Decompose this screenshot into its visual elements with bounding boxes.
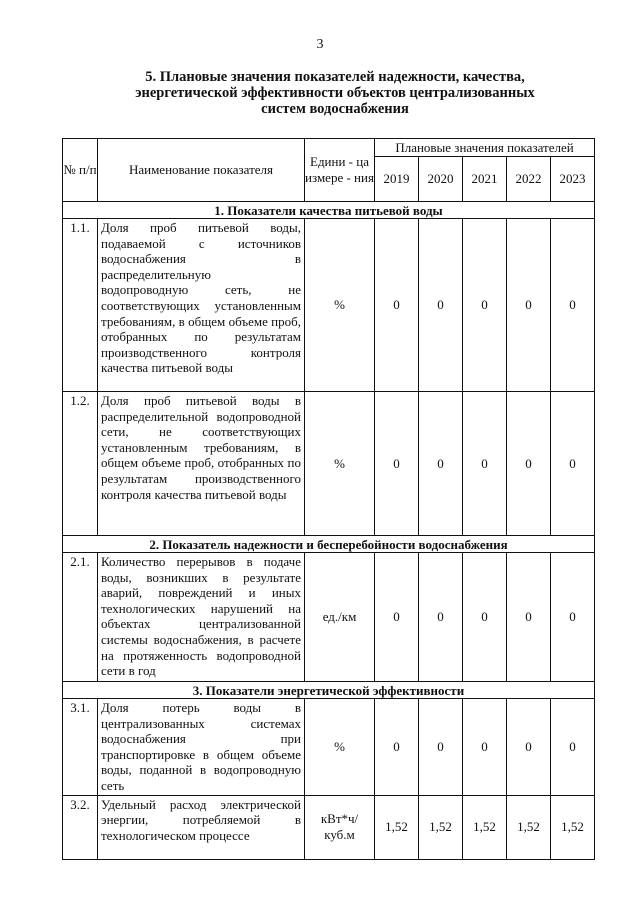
header-planned-values: Плановые значения показателей <box>375 139 595 157</box>
indicator-name: Удельный расход электрической энергии, потребляемой в технологическом процессе <box>98 795 305 859</box>
value-cell: 0 <box>463 392 507 536</box>
header-year: 2022 <box>507 157 551 202</box>
header-year: 2019 <box>375 157 419 202</box>
indicator-name: Доля проб питьевой воды в распределительной водопроводной сети, не соответствующих установленным требованиям, в общем объеме проб, отобранных по результатам производственного контроля качества питьевой воды <box>98 392 305 536</box>
indicators-table <box>62 138 595 860</box>
value-cell: 1,52 <box>419 795 463 859</box>
indicator-unit: % <box>305 219 375 392</box>
header-year: 2021 <box>463 157 507 202</box>
title-line-1: 5. Плановые значения показателей надежности, качества, <box>145 69 525 85</box>
row-number: 3.1. <box>63 699 98 796</box>
row-number: 1.2. <box>63 392 98 536</box>
value-cell: 0 <box>507 219 551 392</box>
value-cell: 1,52 <box>551 795 595 859</box>
indicator-unit: ед./км <box>305 553 375 682</box>
row-number: 1.1. <box>63 219 98 392</box>
section-title: 1. Показатели качества питьевой воды <box>63 202 595 219</box>
indicator-unit: кВт*ч/ куб.м <box>305 795 375 859</box>
value-cell: 0 <box>419 392 463 536</box>
value-cell: 0 <box>463 553 507 682</box>
section-title: 2. Показатель надежности и бесперебойности водоснабжения <box>63 536 595 553</box>
value-cell: 0 <box>551 392 595 536</box>
title-line-2: энергетической эффективности объектов централизованных <box>135 85 535 101</box>
value-cell: 0 <box>551 553 595 682</box>
value-cell: 0 <box>507 699 551 796</box>
value-cell: 0 <box>507 553 551 682</box>
value-cell: 0 <box>551 219 595 392</box>
value-cell: 0 <box>419 699 463 796</box>
row-number: 3.2. <box>63 795 98 859</box>
value-cell: 0 <box>375 392 419 536</box>
value-cell: 1,52 <box>375 795 419 859</box>
value-cell: 0 <box>463 219 507 392</box>
indicator-name: Количество перерывов в подаче воды, возникших в результате аварий, повреждений и иных технологических нарушений на объектах централизованной системы водоснабжения, в расчете на протяженность водопроводной сети в год <box>98 553 305 682</box>
value-cell: 0 <box>375 553 419 682</box>
document-title <box>90 69 580 117</box>
value-cell: 0 <box>507 392 551 536</box>
value-cell: 0 <box>375 699 419 796</box>
value-cell: 0 <box>463 699 507 796</box>
value-cell: 0 <box>419 219 463 392</box>
header-name: Наименование показателя <box>98 139 305 202</box>
header-num: № п/п <box>63 139 98 202</box>
value-cell: 0 <box>419 553 463 682</box>
indicator-name: Доля потерь воды в централизованных системах водоснабжения при транспортировке в общем объеме воды, поданной в водопроводную сеть <box>98 699 305 796</box>
section-title: 3. Показатели энергетической эффективности <box>63 682 595 699</box>
indicator-unit: % <box>305 699 375 796</box>
title-line-3: систем водоснабжения <box>261 101 409 117</box>
row-number: 2.1. <box>63 553 98 682</box>
value-cell: 1,52 <box>507 795 551 859</box>
header-unit: Едини - ца измере - ния <box>305 139 375 202</box>
header-year: 2023 <box>551 157 595 202</box>
page-number: 3 <box>316 37 324 52</box>
header-year: 2020 <box>419 157 463 202</box>
value-cell: 0 <box>375 219 419 392</box>
value-cell: 0 <box>551 699 595 796</box>
indicator-name: Доля проб питьевой воды, подаваемой с источников водоснабжения в распределительную водопроводную сеть, не соответствующих установленным требованиям, в общем объеме проб, отобранных по результатам производственного контроля качества питьевой воды <box>98 219 305 392</box>
indicator-unit: % <box>305 392 375 536</box>
value-cell: 1,52 <box>463 795 507 859</box>
